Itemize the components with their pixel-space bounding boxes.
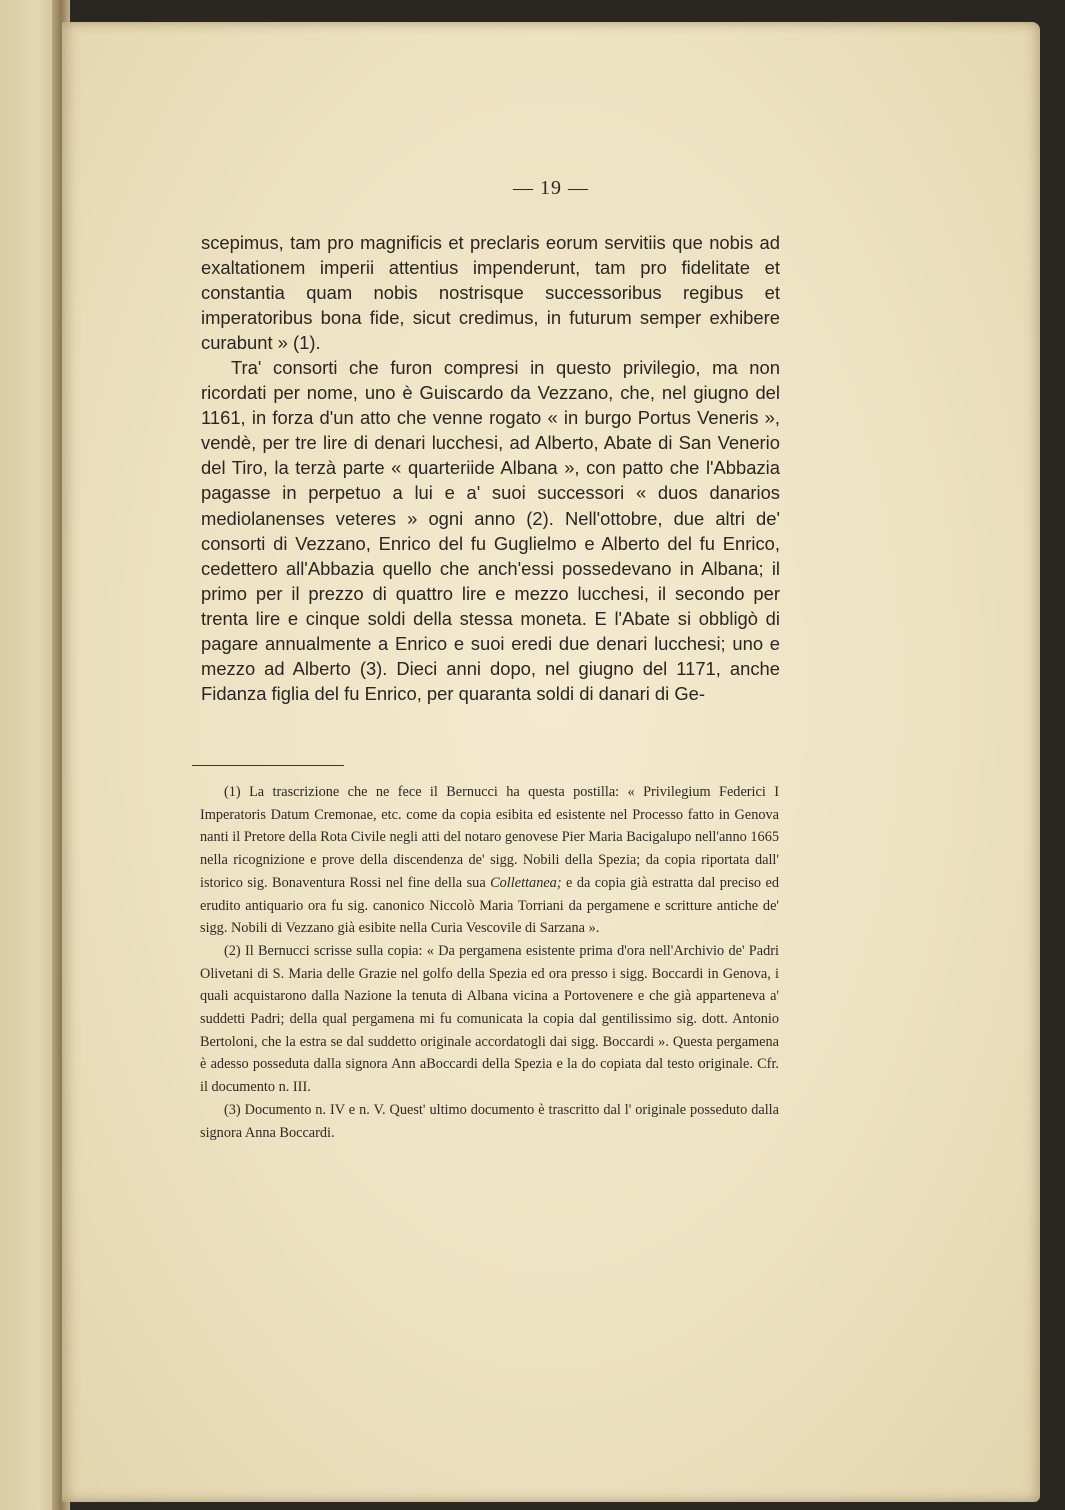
footnote-3: (3) Documento n. IV e n. V. Quest' ultimo documento è trascritto dal l' originale posseduto dalla signora Anna Boccardi.: [200, 1101, 779, 1141]
footnote-1-text: (1) La trascrizione che ne fece il Bernucci ha questa postilla: « Privilegium Federici I Imperatoris Datum Cremonae, etc. come da copia esibita ed esistente nel Processo fatto in Genova nanti il Pretore della Rota Civile negli atti del notaro genovese Pier Maria Bacigalupo nell'anno 1665 nella ricognizione e prove della discendenza de' sigg. Nobili della Spezia; da copia riportata dall' istorico sig. Bonaventura Rossi nel fine della sua: [200, 784, 779, 891]
footnote-divider: [192, 765, 344, 766]
page-number: — 19 —: [513, 177, 589, 199]
book-page: [62, 22, 1040, 1502]
paragraph: Tra' consorti che furon compresi in questo privilegio, ma non ricordati per nome, uno è Guiscardo da Vezzano, che, nel giugno del 1161, in forza d'un atto che venne rogato « in burgo Portus Veneris », vendè, per tre lire di denari lucchesi, ad Alberto, Abate di San Venerio del Tiro, la terzà parte « quarteriide Albana », con patto che l'Abbazia pagasse in perpetuo a lui e a' suoi successori « duos danarios mediolanenses veteres » ogni anno (2). Nell'ottobre, due altri de' consorti di Vezzano, Enrico del fu Guglielmo e Alberto del fu Enrico, cedettero all'Abbazia quello che anch'essi possedevano in Albana; il primo per il prezzo di quattro lire e mezzo lucchesi, il secondo per trenta lire e cinque soldi della stessa moneta. E l'Abate si obbligò di pagare annualmente a Enrico e suoi eredi due denari lucchesi; uno e mezzo ad Alberto (3). Dieci anni dopo, nel giugno del 1171, anche Fidanza figlia del fu Enrico, per quaranta soldi di danari di Ge-: [201, 357, 780, 704]
footnotes: [200, 781, 779, 1144]
footnote-1-italic-title: Collettanea;: [490, 874, 562, 891]
footnote-1-text-end: e da copia già estratta dal preciso ed erudito antiquario ora fu sig. canonico Niccolò Maria Torriani da pergamene e scritture antiche de' sigg. Nobili di Vezzano già esibite nella Curia Vescovile di Sarzana ».: [200, 874, 780, 937]
main-text: [201, 230, 780, 706]
paragraph-continuation: scepimus, tam pro magnificis et preclaris eorum servitiis que nobis ad exaltationem imperii attentius impenderunt, tam pro fidelitate et constantia quam nobis nostrisque successoribus regibus et imperatoribus bona fide, sicut credimus, in futurum semper exhibere curabunt » (1).: [201, 232, 780, 354]
footnote-2: (2) Il Bernucci scrisse sulla copia: « Da pergamena esistente prima d'ora nell'Archivio de' Padri Olivetani di S. Maria delle Grazie nel golfo della Spezia ed ora presso i sigg. Boccardi in Genova, i quali acquistarono dalla Nazione la tenuta di Albana vicina a Portovenere e che già apparteneva a' suddetti Padri; della qual pergamena mi fu comunicata la copia dal gentilissimo sig. dott. Antonio Bertoloni, che la estra se dal suddetto originale accordatogli dai sigg. Boccardi ». Questa pergamena è adesso posseduta dalla signora Ann aBoccardi della Spezia e la do copiata dal testo originale. Cfr. il documento n. III.: [200, 942, 779, 1096]
footnote-1: [200, 781, 779, 940]
